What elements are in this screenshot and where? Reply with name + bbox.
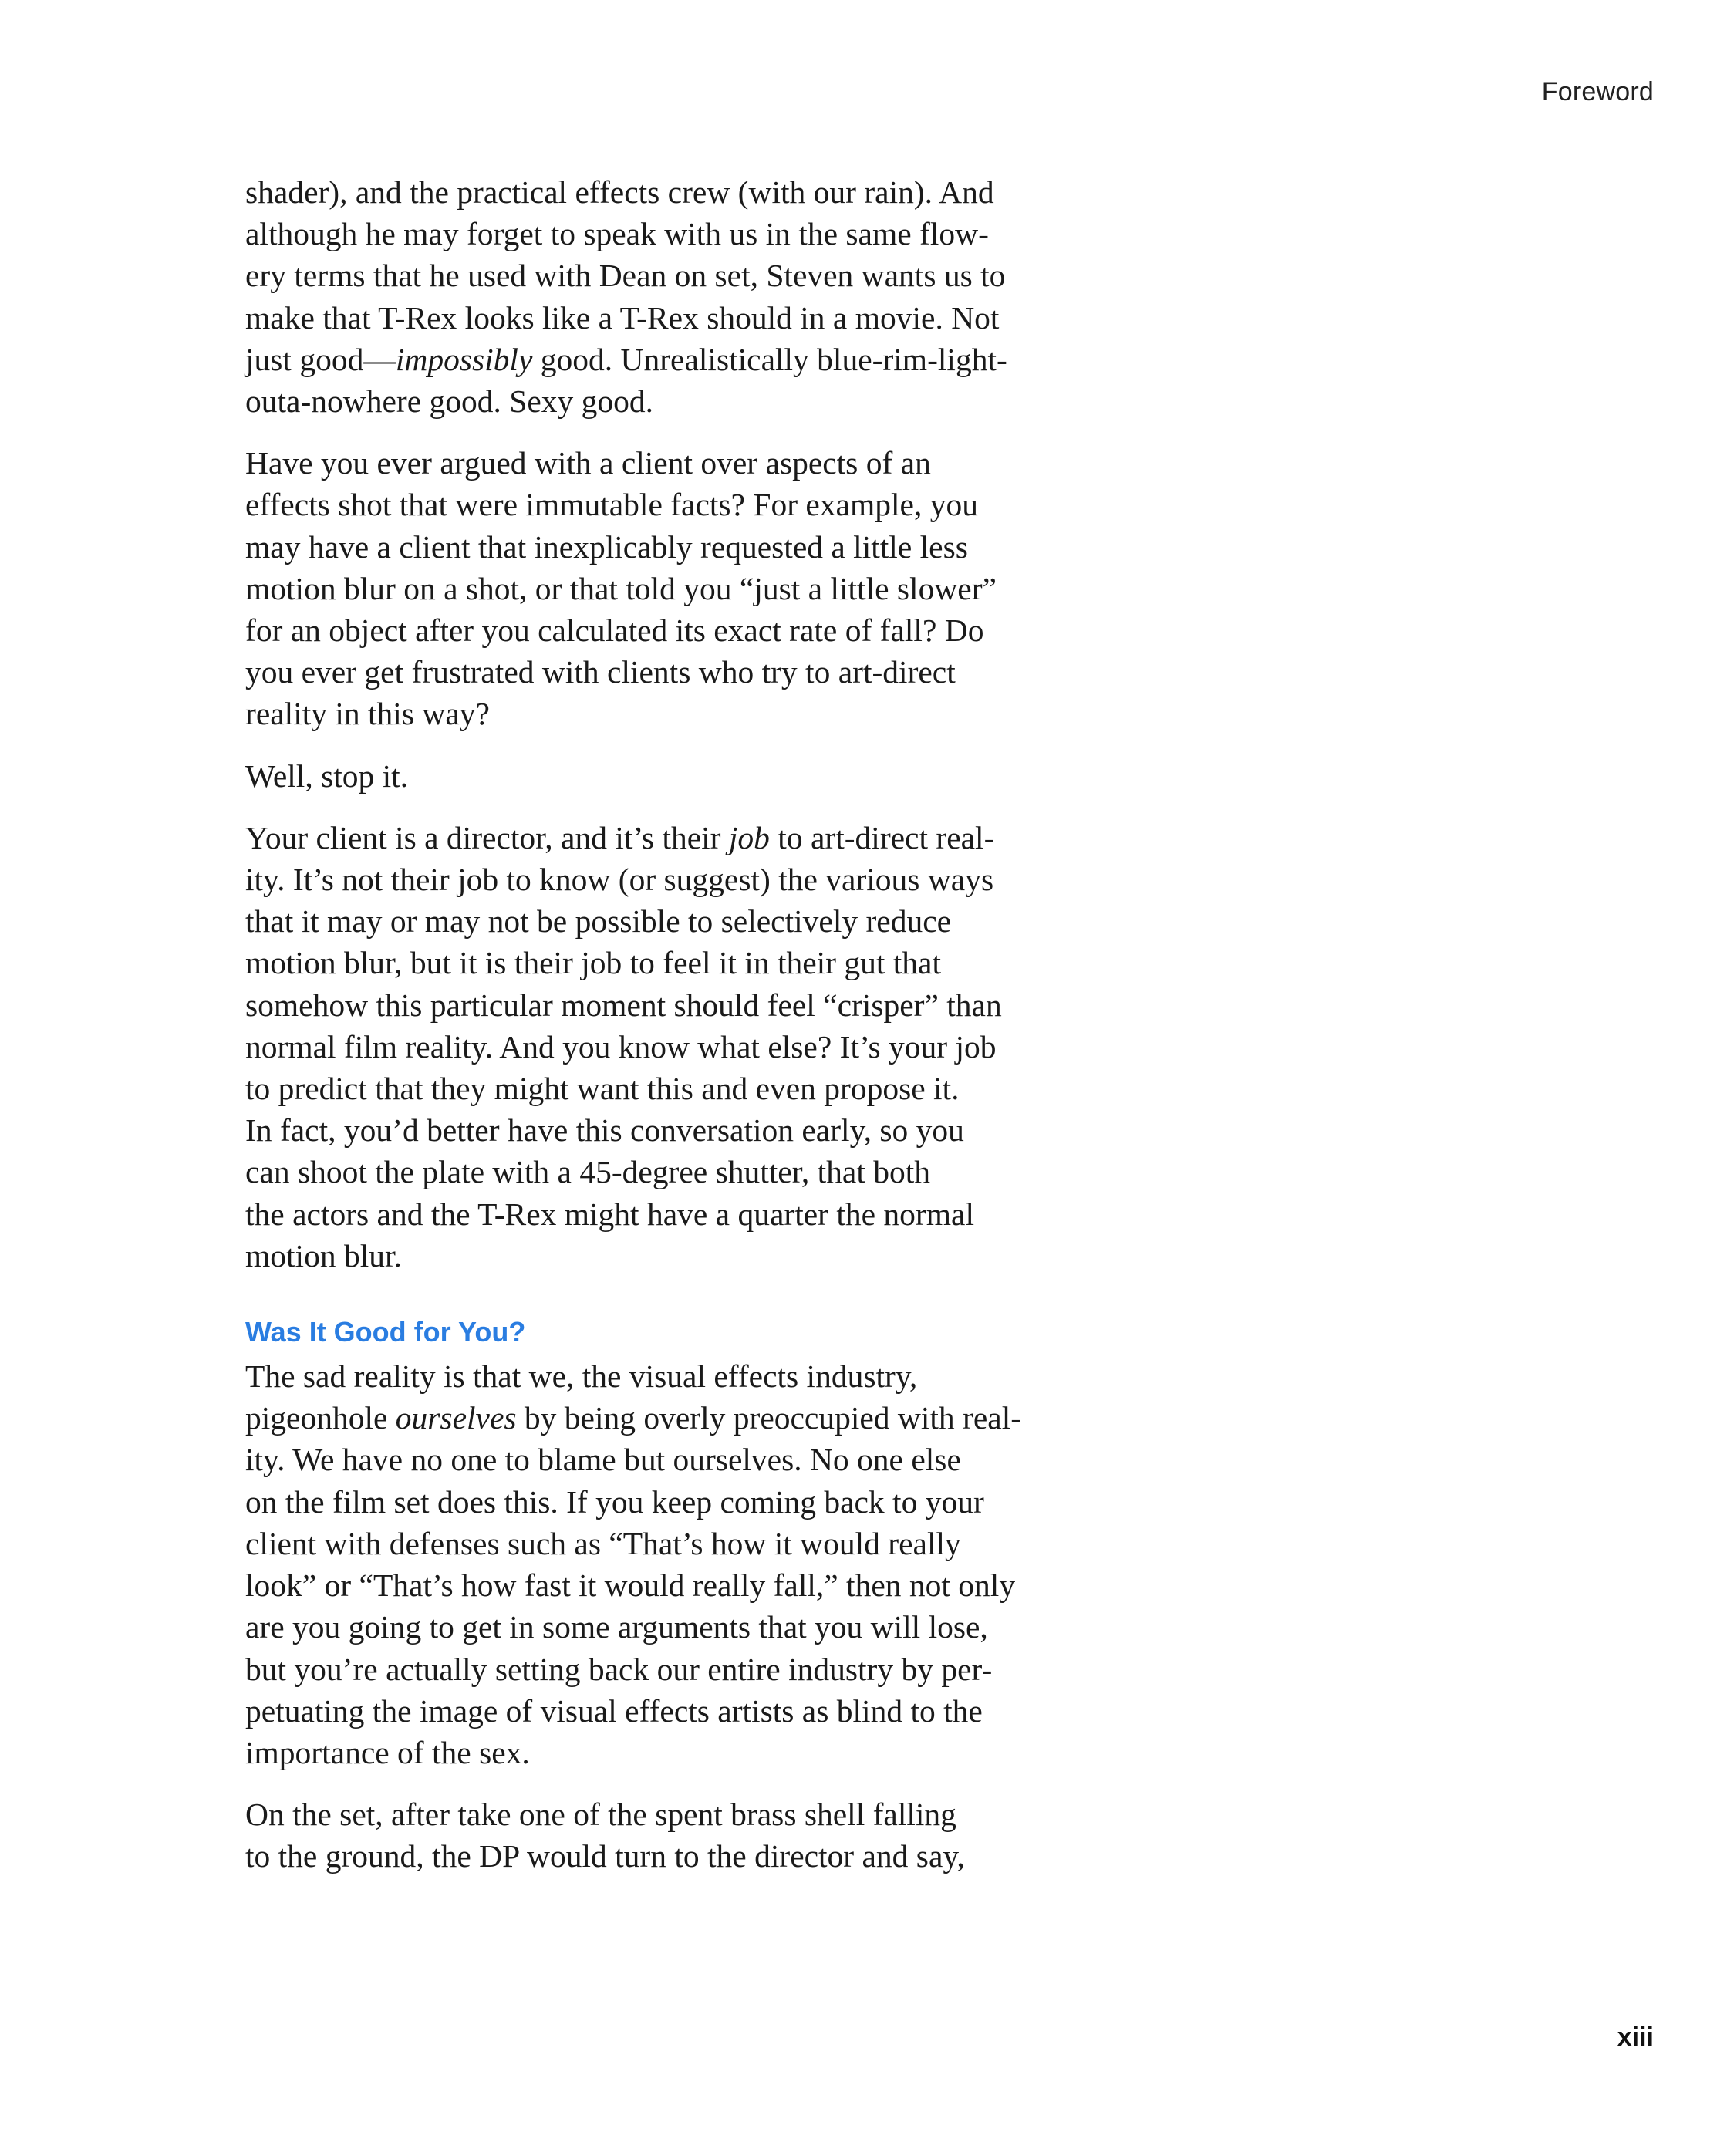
text-run: normal film reality. And you know what else? It’s your job (245, 1028, 997, 1065)
text-run: Your client is a director, and it’s their (245, 819, 729, 855)
paragraph (245, 817, 1086, 1277)
text-line (245, 1355, 1086, 1397)
text-run: effects shot that were immutable facts? For example, you (245, 487, 978, 523)
text-run: outa-nowhere good. Sexy good. (245, 383, 654, 420)
text-line (245, 1439, 1086, 1480)
text-line (245, 442, 1086, 484)
text-run: to the ground, the DP would turn to the director and say, (245, 1838, 965, 1874)
text-line (245, 1523, 1086, 1564)
italic-emphasis: impossibly (395, 341, 533, 377)
text-run: The sad reality is that we, the visual effects industry, (245, 1358, 918, 1395)
text-run: petuating the image of visual effects artists as blind to the (245, 1692, 983, 1729)
text-run: ity. It’s not their job to know (or suggest) the various ways (245, 862, 994, 898)
text-run: just good— (245, 341, 396, 377)
text-run: look” or “That’s how fast it would really fall,” then not only (245, 1567, 1016, 1604)
text-line (245, 900, 1086, 942)
text-run: On the set, after take one of the spent brass shell falling (245, 1797, 956, 1833)
text-run: Well, stop it. (245, 757, 409, 794)
text-line (245, 1606, 1086, 1648)
text-run: that it may or may not be possible to selectively reduce (245, 903, 952, 940)
text-run: ery terms that he used with Dean on set, Steven wants us to (245, 258, 1006, 294)
text-run: may have a client that inexplicably requested a little less (245, 528, 968, 565)
text-run: the actors and the T-Rex might have a quarter the normal (245, 1196, 974, 1232)
text-line (245, 1193, 1086, 1235)
text-run: reality in this way? (245, 696, 490, 732)
text-run: to predict that they might want this and even propose it. (245, 1071, 960, 1107)
text-line (245, 1235, 1086, 1277)
text-line (245, 213, 1086, 255)
italic-emphasis: job (728, 819, 770, 855)
text-run: pigeonhole (245, 1400, 396, 1436)
text-line (245, 651, 1086, 693)
text-line (245, 484, 1086, 525)
text-line (245, 1151, 1086, 1193)
text-run: to art-direct real- (769, 819, 995, 855)
text-run: by being overly preoccupied with real- (516, 1400, 1022, 1436)
paragraph (245, 755, 1086, 797)
paragraph (245, 1793, 1086, 1877)
text-line (245, 942, 1086, 984)
text-line (245, 859, 1086, 900)
text-line (245, 1793, 1086, 1835)
text-line (245, 609, 1086, 651)
text-line (245, 1481, 1086, 1523)
text-line (245, 755, 1086, 797)
text-line (245, 1068, 1086, 1109)
text-run: motion blur, but it is their job to feel it in their gut that (245, 945, 941, 981)
text-run: importance of the sex. (245, 1734, 530, 1770)
paragraph (245, 442, 1086, 734)
page-number: xiii (1617, 2023, 1654, 2052)
text-run: make that T-Rex looks like a T-Rex should in a movie. Not (245, 299, 1000, 336)
text-line (245, 1648, 1086, 1690)
text-run: are you going to get in some arguments that you will lose, (245, 1609, 988, 1645)
text-line (245, 297, 1086, 339)
text-line (245, 817, 1086, 859)
italic-emphasis: ourselves (395, 1400, 517, 1436)
paragraph (245, 171, 1086, 422)
text-run: good. Unrealistically blue-rim-light- (532, 341, 1007, 377)
text-run: although he may forget to speak with us in the same flow- (245, 216, 989, 252)
text-line (245, 255, 1086, 296)
section-heading: Was It Good for You? (245, 1316, 526, 1348)
text-run: shader), and the practical effects crew (with our rain). And (245, 174, 994, 210)
text-line (245, 693, 1086, 734)
text-run: somehow this particular moment should feel “crisper” than (245, 987, 1002, 1023)
text-run: motion blur on a shot, or that told you “just a little slower” (245, 570, 997, 606)
text-line (245, 1026, 1086, 1068)
text-line (245, 1690, 1086, 1732)
text-run: ity. We have no one to blame but ourselves. No one else (245, 1442, 961, 1478)
text-line (245, 526, 1086, 568)
paragraph (245, 1355, 1086, 1773)
text-line (245, 984, 1086, 1026)
text-run: motion blur. (245, 1237, 402, 1274)
text-line (245, 568, 1086, 609)
text-line (245, 1835, 1086, 1877)
text-run: In fact, you’d better have this conversation early, so you (245, 1112, 964, 1149)
text-run: for an object after you calculated its exact rate of fall? Do (245, 612, 984, 649)
text-line (245, 380, 1086, 422)
text-run: on the film set does this. If you keep coming back to your (245, 1483, 984, 1520)
text-run: but you’re actually setting back our entire industry by per- (245, 1651, 993, 1687)
text-line (245, 1564, 1086, 1606)
text-run: can shoot the plate with a 45-degree shutter, that both (245, 1154, 931, 1190)
text-run: Have you ever argued with a client over aspects of an (245, 445, 931, 481)
text-line (245, 171, 1086, 213)
text-run: client with defenses such as “That’s how it would really (245, 1525, 961, 1561)
text-line (245, 1397, 1086, 1439)
text-line (245, 339, 1086, 380)
text-line (245, 1109, 1086, 1151)
running-head: Foreword (1541, 77, 1654, 106)
body-text (245, 171, 1086, 1898)
text-line (245, 1732, 1086, 1773)
text-run: you ever get frustrated with clients who try to art-direct (245, 654, 956, 690)
